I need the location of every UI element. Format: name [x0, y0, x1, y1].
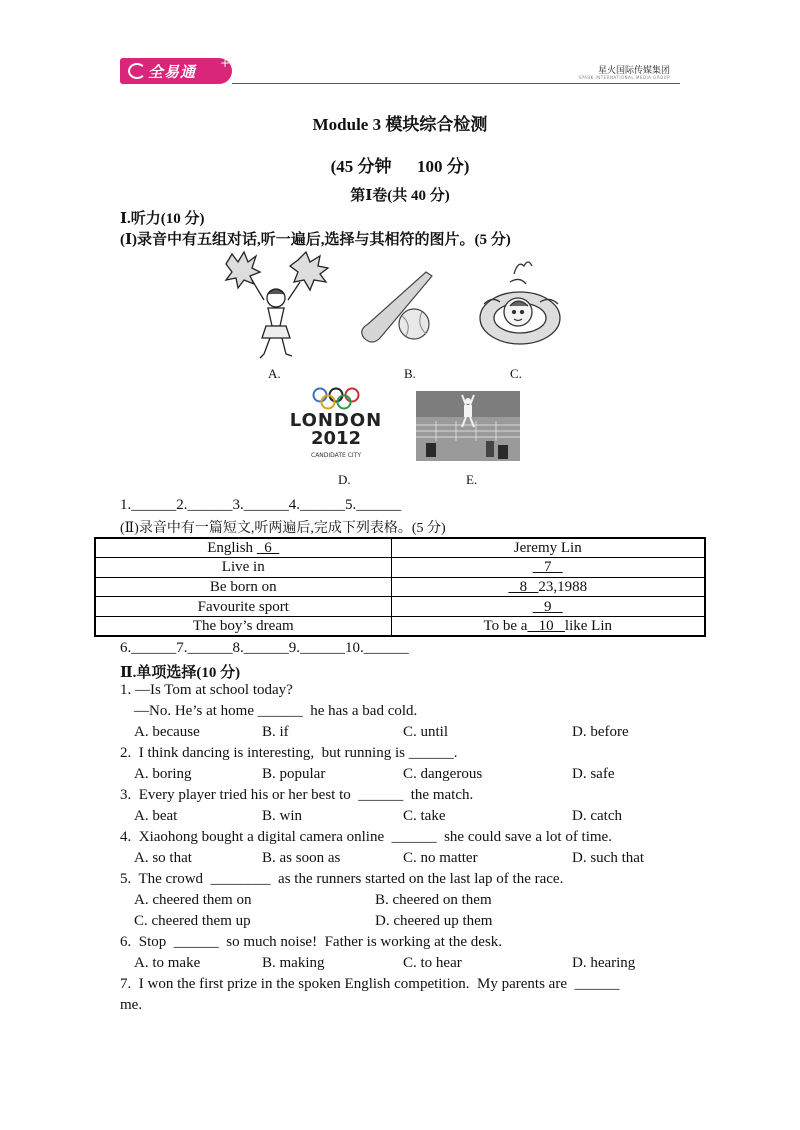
london-logo-caption: CANDIDATE CITY — [311, 452, 361, 459]
section1-heading: Ⅰ.听力(10 分) — [120, 211, 205, 227]
london-2012-logo — [282, 386, 390, 464]
cell-blank: 9 — [532, 598, 563, 615]
london-logo-city: LONDON — [289, 410, 383, 431]
option-4d: D. such that — [572, 850, 645, 866]
baseball-bat-icon — [356, 268, 436, 344]
option-6c: C. to hear — [403, 955, 462, 971]
table-row — [95, 577, 705, 597]
table-cell-right — [391, 597, 705, 617]
cell-blank: 8 — [508, 578, 539, 595]
question-7: 7. I won the first prize in the spoken English competition. My parents are ______ — [120, 976, 620, 992]
swimmer-icon — [474, 256, 566, 352]
cell-text: Live in — [221, 559, 265, 576]
table-cell-right — [391, 538, 705, 558]
option-6d: D. hearing — [572, 955, 636, 971]
option-3c: C. take — [403, 808, 446, 824]
option-2c: C. dangerous — [403, 766, 483, 782]
table-cell-right — [391, 616, 705, 636]
cell-text: To be a — [483, 617, 528, 634]
publisher-subtitle: SPARK INTERNATIONAL MEDIA GROUP — [578, 75, 670, 80]
cell-text: Jeremy Lin — [513, 540, 582, 557]
option-2a: A. boring — [134, 766, 192, 782]
cell-text: Be born on — [209, 578, 277, 595]
section2-heading: Ⅱ.单项选择(10 分) — [120, 665, 241, 681]
option-5b: B. cheered on them — [375, 892, 492, 908]
page-header — [120, 58, 680, 86]
cell-blank: 6 — [256, 540, 280, 557]
option-5c: C. cheered them up — [134, 913, 251, 929]
table-row — [95, 538, 705, 558]
table-cell-left — [95, 597, 391, 617]
table-cell-right — [391, 577, 705, 597]
cell-text: Favourite sport — [197, 598, 289, 615]
table-cell-right — [391, 558, 705, 578]
london-logo-year: 2012 — [310, 428, 362, 449]
logo-plus: + — [220, 56, 231, 70]
section1-part1: (Ⅰ)录音中有五组对话,听一遍后,选择与其相符的图片。(5 分) — [120, 232, 511, 248]
logo-text: 全易通 — [148, 63, 197, 81]
cell-text: 23,1988 — [538, 578, 588, 595]
cell-blank: 10 — [527, 617, 565, 634]
option-2d: D. safe — [572, 766, 615, 782]
option-1a: A. because — [134, 724, 200, 740]
table-row — [95, 597, 705, 617]
table-cell-left — [95, 558, 391, 578]
option-2b: B. popular — [262, 766, 326, 782]
volume-title: 第Ⅰ卷(共 40 分) — [350, 188, 450, 204]
cell-text: The boy’s dream — [192, 617, 294, 634]
question-6: 6. Stop ______ so much noise! Father is working at the desk. — [120, 934, 503, 950]
answer-blanks-6-10: 6.______7.______8.______9.______10.______ — [120, 640, 409, 656]
option-3a: A. beat — [134, 808, 178, 824]
brand-logo — [120, 58, 232, 84]
option-4c: C. no matter — [403, 850, 478, 866]
option-4b: B. as soon as — [262, 850, 341, 866]
question-1-line-2: —No. He’s at home ______ he has a bad cold. — [134, 703, 418, 719]
picture-label-e: E. — [466, 472, 478, 487]
section1-part2: (Ⅱ)录音中有一篇短文,听两遍后,完成下列表格。(5 分) — [120, 521, 446, 536]
table-cell-left — [95, 577, 391, 597]
question-3: 3. Every player tried his or her best to ______ the match. — [120, 787, 474, 803]
logo-swirl-icon — [128, 63, 146, 79]
cell-text: English — [207, 540, 257, 557]
volleyball-photo — [416, 391, 520, 461]
answer-blanks-1-5: 1.______2.______3.______4.______5.______ — [120, 497, 402, 513]
option-1c: C. until — [403, 724, 449, 740]
listening-table — [94, 537, 706, 637]
picture-label-b: B. — [404, 366, 416, 381]
option-3d: D. catch — [572, 808, 622, 824]
cheerleader-icon — [218, 250, 334, 362]
question-5: 5. The crowd ________ as the runners started on the last lap of the race. — [120, 871, 564, 887]
time-score: (45 分钟 100 分) — [330, 157, 470, 176]
table-cell-left — [95, 538, 391, 558]
header-rule — [232, 83, 680, 84]
option-3b: B. win — [262, 808, 303, 824]
question-2: 2. I think dancing is interesting, but running is ______. — [120, 745, 458, 761]
picture-label-d: D. — [338, 472, 351, 487]
question-4: 4. Xiaohong bought a digital camera online ______ she could save a lot of time. — [120, 829, 612, 845]
cell-text: like Lin — [564, 617, 612, 634]
question-7-line-2: me. — [120, 997, 143, 1013]
option-1d: D. before — [572, 724, 629, 740]
option-1b: B. if — [262, 724, 289, 740]
option-6b: B. making — [262, 955, 325, 971]
table-row — [95, 616, 705, 636]
option-5d: D. cheered up them — [375, 913, 493, 929]
question-1: 1. —Is Tom at school today? — [120, 682, 293, 698]
table-row — [95, 558, 705, 578]
page-title: Module 3 模块综合检测 — [312, 115, 488, 134]
cell-blank: 7 — [532, 559, 563, 576]
option-4a: A. so that — [134, 850, 192, 866]
table-cell-left — [95, 616, 391, 636]
option-6a: A. to make — [134, 955, 201, 971]
option-5a: A. cheered them on — [134, 892, 252, 908]
publisher-name: 星火国际传媒集团 — [597, 66, 670, 76]
picture-label-a: A. — [268, 366, 281, 381]
picture-label-c: C. — [510, 366, 522, 381]
